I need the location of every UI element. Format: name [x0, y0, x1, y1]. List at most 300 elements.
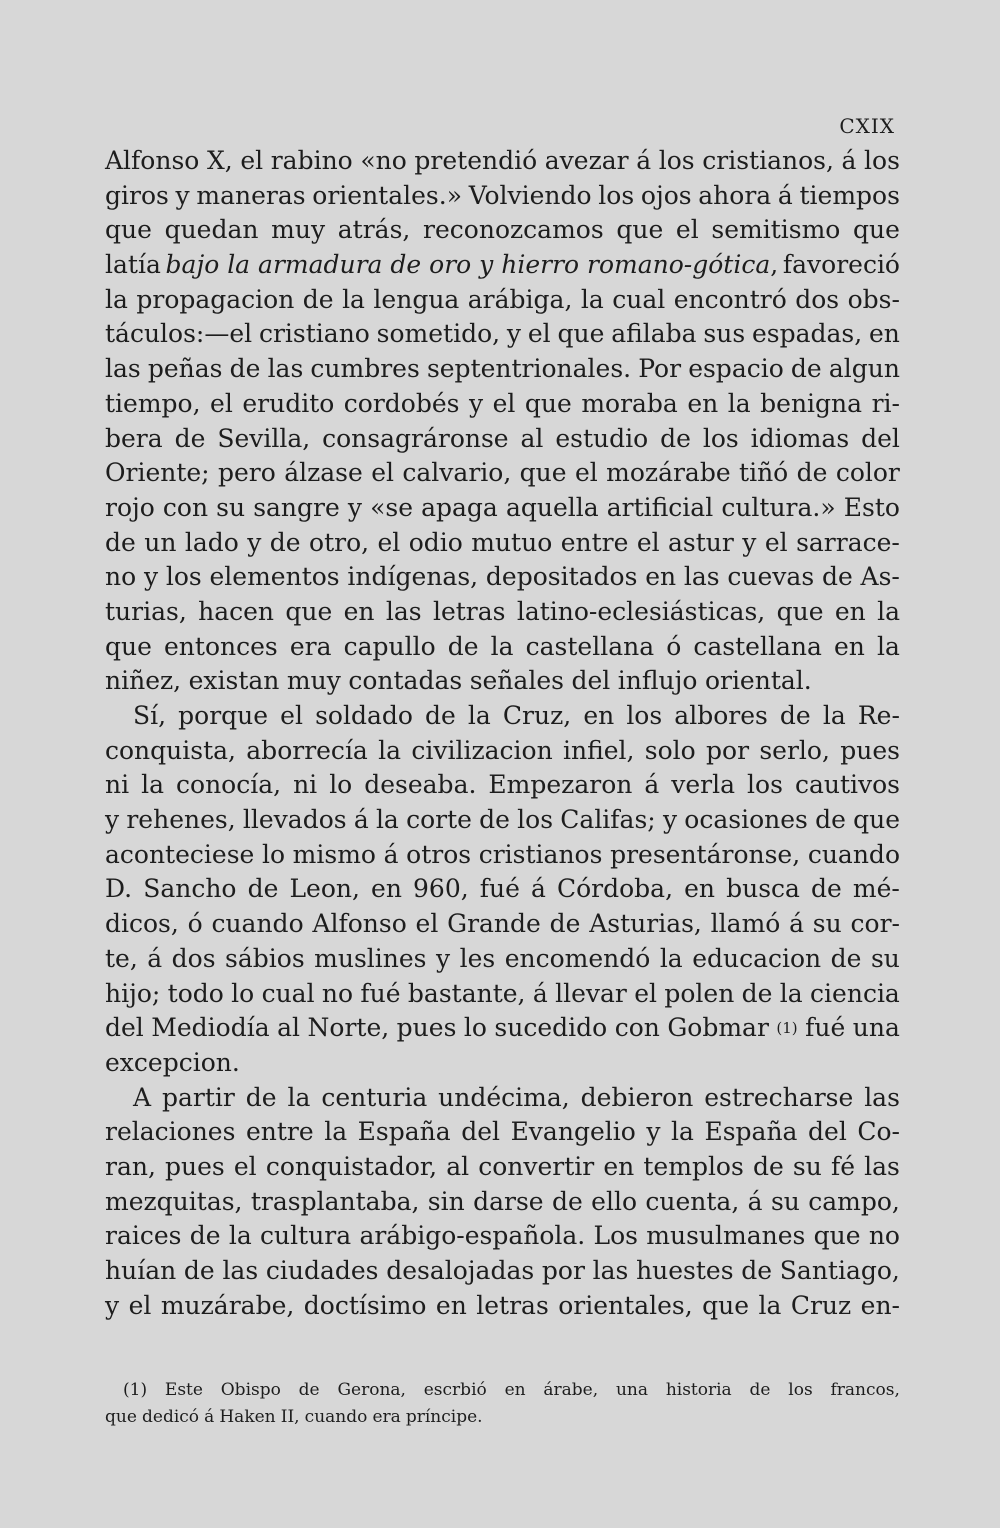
word: sucedido — [494, 1013, 608, 1043]
word: muy — [286, 666, 341, 696]
word: su — [870, 943, 900, 973]
word: otro, — [309, 527, 370, 557]
word: educacion — [692, 943, 822, 973]
word: á — [147, 943, 163, 973]
word: y — [143, 562, 159, 592]
word: en — [834, 596, 866, 626]
word: de — [269, 527, 301, 557]
word: deseaba. — [364, 770, 477, 800]
word: que — [813, 1221, 861, 1251]
word: darse — [473, 1186, 544, 1216]
footnote — [105, 1377, 900, 1431]
word: á — [204, 1407, 215, 1427]
word: relaciones — [105, 1117, 236, 1147]
footnote-line — [105, 1404, 900, 1431]
main-text — [105, 144, 900, 1323]
word: Alfonso — [312, 909, 407, 939]
word: de — [790, 354, 822, 384]
word: bastante, — [407, 978, 526, 1008]
word: lo — [329, 770, 353, 800]
word: corte — [406, 805, 472, 835]
word: las — [864, 1151, 900, 1181]
word: cristianos, — [702, 146, 834, 175]
word: encontró — [673, 284, 787, 314]
word: pero — [218, 458, 276, 488]
word: por — [706, 735, 750, 765]
word: árabe, — [543, 1380, 599, 1400]
word: lo — [463, 1013, 487, 1043]
word: rabino — [270, 146, 353, 175]
word: Cruz — [790, 1290, 852, 1320]
word: giros — [105, 180, 169, 210]
word: de — [229, 354, 261, 384]
word: y — [742, 527, 757, 557]
word: el — [675, 215, 699, 245]
word: tiempo, — [105, 388, 201, 418]
word: sangre — [253, 492, 340, 522]
text-line — [105, 213, 900, 248]
word: y — [105, 1290, 120, 1320]
word: entre — [560, 527, 629, 557]
word: á — [636, 146, 652, 175]
word: la — [342, 284, 365, 314]
text-line — [105, 317, 900, 352]
word: tiempos — [799, 180, 900, 210]
word: cultura.» — [721, 492, 836, 522]
word: hijo; — [105, 978, 161, 1008]
word: Este — [164, 1380, 203, 1400]
word: castellana — [693, 631, 822, 661]
word: á — [777, 180, 793, 210]
word: Leon, — [289, 874, 360, 904]
word: cual — [612, 284, 666, 314]
word: la — [727, 388, 751, 418]
word: bajo la armadura de oro y hierro romano-gótica, — [165, 250, 779, 280]
word: de — [247, 874, 279, 904]
word: Los — [593, 1221, 638, 1251]
word: francos, — [830, 1380, 900, 1400]
word: el — [240, 146, 264, 175]
word: D. — [105, 874, 133, 904]
word: indígenas, — [347, 562, 479, 592]
word: reconozcamos — [423, 215, 604, 245]
word: un — [144, 527, 177, 557]
text-line — [105, 422, 900, 457]
word: ri- — [871, 388, 900, 418]
word: historia — [665, 1380, 732, 1400]
word: encomendó — [504, 943, 651, 973]
word: entre — [245, 1117, 314, 1147]
word: Sevilla, — [217, 423, 311, 453]
word: Grande — [447, 909, 541, 939]
word: cuando — [211, 909, 304, 939]
word: los — [517, 805, 554, 835]
word: excepcion. — [105, 1047, 240, 1077]
word: los — [626, 701, 663, 730]
word: era — [289, 631, 332, 661]
word: con — [162, 492, 209, 522]
word: solo — [644, 735, 696, 765]
word: dicos, — [105, 909, 179, 939]
word: partir — [161, 1082, 235, 1112]
word: de — [779, 701, 811, 730]
word: A — [133, 1082, 152, 1112]
word: pues — [840, 735, 900, 765]
word: Sancho — [143, 874, 237, 904]
word: los — [598, 180, 635, 210]
word: ocasiones — [684, 805, 808, 835]
word: en — [504, 1380, 526, 1400]
word: sometido, — [376, 319, 501, 349]
word: Córdoba, — [556, 874, 674, 904]
word: calvario, — [402, 458, 512, 488]
word: mozárabe — [606, 458, 731, 488]
text-line — [105, 664, 900, 699]
word: los — [788, 1380, 813, 1400]
word: el — [415, 909, 439, 939]
word: el — [527, 319, 551, 349]
word: existan — [188, 666, 280, 696]
word: de — [741, 978, 773, 1008]
word: dedicó — [142, 1407, 200, 1427]
word: «se — [370, 492, 414, 522]
footnote-line — [105, 1377, 900, 1404]
word: avezar — [544, 146, 629, 175]
word: lengua — [373, 284, 460, 314]
word: lo — [261, 839, 286, 869]
word: arábiga, — [467, 284, 573, 314]
word: los — [165, 562, 202, 592]
text-line — [105, 179, 900, 214]
text-line — [105, 1011, 900, 1046]
word: en — [833, 631, 865, 661]
word: otros — [406, 839, 472, 869]
word: cor- — [850, 909, 900, 939]
word: Sí, — [133, 701, 167, 730]
text-line — [105, 630, 900, 665]
word: aconteciese — [105, 839, 255, 869]
word: polen — [664, 978, 735, 1008]
word: Oriente; — [105, 458, 210, 488]
word: á — [532, 978, 548, 1008]
word: latino-eclesiásticas, — [516, 596, 766, 626]
word: cual — [261, 978, 315, 1008]
word: busca — [726, 874, 800, 904]
word: ni — [293, 770, 318, 800]
word: el — [492, 388, 516, 418]
word: con — [614, 1013, 660, 1043]
word: llamó — [710, 909, 781, 939]
word: no — [105, 562, 137, 592]
word: álzase — [284, 458, 363, 488]
word: convertir — [478, 1151, 595, 1181]
word: Volviendo — [468, 180, 592, 210]
word: sin — [427, 1186, 465, 1216]
text-line — [105, 872, 900, 907]
word: á — [353, 805, 369, 835]
word: escrbió — [423, 1380, 487, 1400]
word: muy — [271, 215, 326, 245]
word: de — [660, 423, 691, 453]
text-line — [105, 977, 900, 1012]
word: sus — [703, 319, 746, 349]
word: «no — [360, 146, 407, 175]
word: de — [105, 527, 136, 557]
word: al — [446, 1151, 470, 1181]
text-line — [105, 144, 900, 179]
word: consagráronse — [322, 423, 509, 453]
word: del — [105, 1013, 144, 1043]
word: estudio — [555, 423, 649, 453]
word: X, — [206, 146, 233, 175]
word: Norte, — [307, 1013, 390, 1043]
word: espacio — [688, 354, 784, 384]
word: II, — [280, 1407, 300, 1427]
word: letras — [476, 1290, 549, 1320]
word: propagacion — [136, 284, 295, 314]
word: la — [467, 701, 491, 730]
word: que — [702, 1290, 750, 1320]
word: España — [357, 1117, 451, 1147]
word: cultura — [260, 1221, 352, 1251]
word: de — [302, 284, 334, 314]
word: las — [864, 1082, 900, 1112]
text-line — [105, 491, 900, 526]
word: cuando — [807, 839, 900, 869]
word: el — [128, 1290, 152, 1320]
text-line — [105, 1081, 900, 1116]
word: quedan — [164, 215, 259, 245]
word: Asturias, — [589, 909, 702, 939]
word: pretendió — [414, 146, 538, 175]
word: las — [105, 354, 141, 384]
word: rojo — [105, 492, 155, 522]
word: civilizacion — [411, 735, 553, 765]
word: de — [549, 909, 581, 939]
word: atrás, — [337, 215, 411, 245]
word: dos — [171, 943, 216, 973]
word: templos — [643, 1151, 744, 1181]
word: ciencia — [810, 978, 900, 1008]
word: porque — [178, 701, 269, 730]
word: debieron — [580, 1082, 694, 1112]
word: la — [141, 770, 165, 800]
word: dos — [795, 284, 840, 314]
text-line — [105, 560, 900, 595]
text-line — [105, 1115, 900, 1150]
word: verla — [671, 770, 736, 800]
word: el — [233, 1151, 257, 1181]
word: fué — [360, 978, 401, 1008]
word: les — [459, 943, 496, 973]
word: las — [222, 1256, 259, 1285]
word: de — [189, 1221, 221, 1251]
word: cristiano — [258, 319, 370, 349]
word: entonces — [164, 631, 278, 661]
text-line — [105, 387, 900, 422]
word: de — [479, 805, 510, 835]
word: erudito — [242, 388, 335, 418]
word: el — [280, 701, 303, 730]
word: Alfonso — [105, 146, 200, 175]
word: ojos — [640, 180, 692, 210]
word: semitismo — [711, 215, 841, 245]
word: los — [747, 770, 783, 800]
word: cordobés — [343, 388, 460, 418]
word: no — [868, 1221, 900, 1251]
word: á — [789, 909, 805, 939]
word: su — [792, 1151, 822, 1181]
word: rehenes, — [126, 805, 236, 835]
word: Empezaron — [488, 770, 633, 800]
word: benigna — [760, 388, 863, 418]
word: 960, — [413, 874, 469, 904]
word: lado — [184, 527, 239, 557]
word: del — [861, 423, 900, 453]
word: á — [531, 874, 546, 904]
word: la — [671, 1117, 694, 1147]
word: de — [821, 562, 853, 592]
word: que — [524, 388, 572, 418]
word: algun — [828, 354, 900, 384]
word: y — [646, 1117, 661, 1147]
text-line — [105, 1289, 900, 1324]
word: en — [583, 701, 615, 730]
word: y — [105, 805, 120, 835]
word: táculos:—el — [105, 319, 253, 349]
text-line — [105, 1150, 900, 1185]
word: Gobmar — [667, 1013, 769, 1043]
word: el — [764, 527, 788, 557]
word: de — [174, 423, 206, 453]
word: aborrecía — [246, 735, 368, 765]
word: del — [571, 666, 611, 696]
word: á — [383, 839, 399, 869]
word: llevados — [242, 805, 347, 835]
word: albores — [674, 701, 768, 730]
word: espadas, — [751, 319, 863, 349]
word: de — [749, 1380, 771, 1400]
word: raices — [105, 1221, 182, 1251]
word: ran, — [105, 1151, 156, 1181]
word: en — [603, 1151, 635, 1181]
word: apaga — [421, 492, 498, 522]
word: orientales, — [558, 1290, 693, 1320]
word: el — [377, 527, 401, 557]
word: los — [702, 423, 739, 453]
word: niñez, — [105, 666, 182, 696]
word: la — [822, 701, 846, 730]
word: letras — [432, 596, 506, 626]
word: infiel, — [562, 735, 635, 765]
word: afilaba — [611, 319, 697, 349]
word: depositados — [485, 562, 638, 592]
word: bera — [105, 423, 163, 453]
word: As- — [860, 562, 900, 592]
word: á — [841, 146, 857, 175]
word: idiomas — [750, 423, 850, 453]
word: Esto — [843, 492, 900, 522]
word: que — [853, 215, 900, 245]
text-line — [105, 1046, 900, 1081]
word: una — [852, 1013, 900, 1043]
word: las — [267, 354, 304, 384]
text-line — [105, 456, 900, 491]
text-line — [105, 595, 900, 630]
word: (1) — [123, 1380, 148, 1400]
word: pues — [396, 1013, 457, 1043]
word: su — [770, 1186, 800, 1216]
word: estrecharse — [704, 1082, 854, 1112]
word: serlo, — [759, 735, 830, 765]
word: muslines — [314, 943, 427, 973]
word: Cruz, — [502, 701, 572, 730]
word: centuria — [321, 1082, 428, 1112]
word: el — [574, 458, 598, 488]
word: mé- — [852, 874, 900, 904]
word: Evangelio — [510, 1117, 636, 1147]
word: huestes — [636, 1256, 734, 1285]
word: y — [662, 805, 678, 835]
word: oriental. — [704, 666, 812, 696]
text-line — [105, 283, 900, 318]
word: y — [247, 527, 262, 557]
word: Por — [638, 354, 682, 384]
word: cumbres — [310, 354, 420, 384]
word: la — [779, 978, 803, 1008]
text-line — [105, 803, 900, 838]
word: la — [324, 1117, 348, 1147]
word: en — [343, 596, 375, 626]
text-line — [105, 352, 900, 387]
word: tiñó — [739, 458, 789, 488]
word: sábios — [225, 943, 305, 973]
word: llevar — [555, 978, 627, 1008]
word: campo, — [808, 1186, 900, 1216]
word: la — [378, 735, 402, 765]
word: el — [371, 458, 394, 488]
text-line — [105, 1219, 900, 1254]
word: obs- — [847, 284, 900, 314]
word: el — [210, 388, 233, 418]
word: castellana — [525, 631, 655, 661]
word: era — [372, 1407, 401, 1427]
word: mezquitas, — [105, 1186, 243, 1216]
word: señales — [469, 666, 564, 696]
word: Obispo — [220, 1380, 281, 1400]
word: que — [557, 319, 605, 349]
word: latía — [105, 250, 161, 280]
word: odio — [408, 527, 463, 557]
word: Re- — [857, 701, 900, 730]
text-line — [105, 838, 900, 873]
word: la — [659, 943, 683, 973]
word: undécima, — [438, 1082, 570, 1112]
word: de — [796, 458, 828, 488]
word: la — [490, 631, 514, 661]
word: cuenta, — [645, 1186, 740, 1216]
word: Co- — [857, 1117, 900, 1147]
text-line — [105, 1254, 900, 1289]
word: conocía, — [176, 770, 282, 800]
word: y — [468, 388, 484, 418]
word: lo — [231, 978, 255, 1008]
word: que — [105, 215, 152, 245]
word: moraba — [581, 388, 678, 418]
word: de — [741, 1256, 773, 1285]
word: cuando — [304, 1407, 368, 1427]
word: las — [683, 562, 720, 592]
